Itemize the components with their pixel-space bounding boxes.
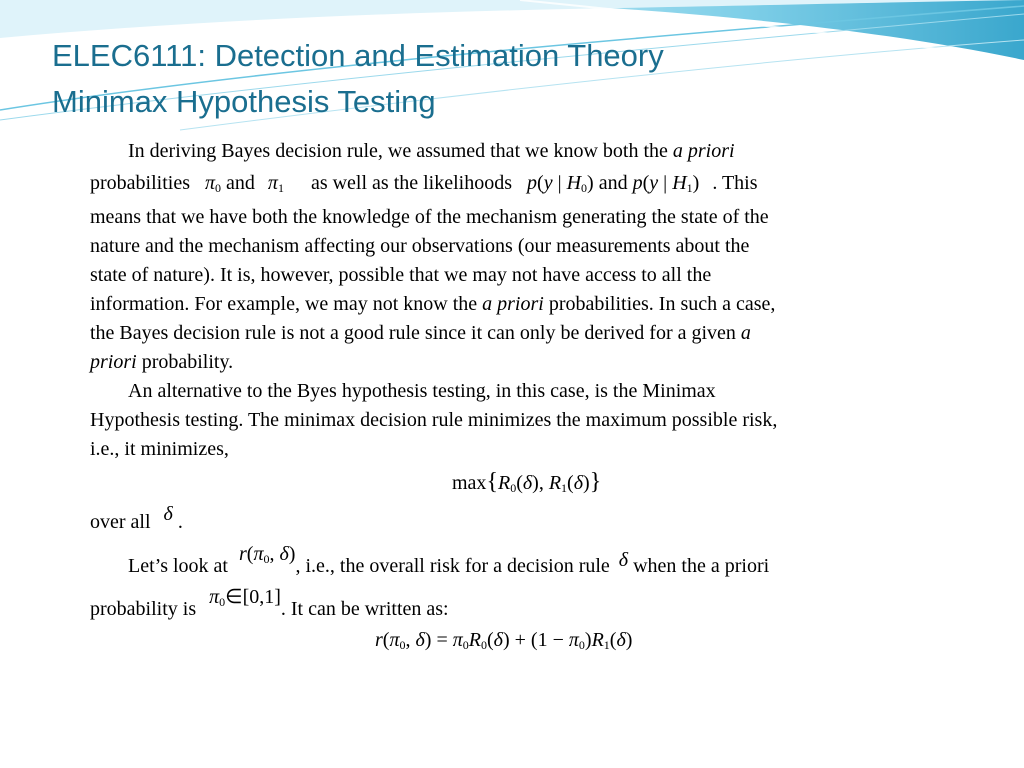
p1-line-4: nature and the mechanism affecting our observations (our measurements about the	[90, 235, 750, 257]
text-and: and	[226, 172, 255, 194]
text: probabilities. In such a case,	[543, 293, 776, 315]
max-operator: max	[452, 472, 487, 494]
lets-look-line	[128, 543, 770, 577]
text: the Bayes decision rule is not a good rule since it can only be derived for a given	[90, 322, 741, 344]
likelihood-h0: p(y | $H_0$)	[527, 172, 594, 195]
p2-line-3: i.e., it minimizes,	[90, 438, 229, 460]
emphasis-a-priori: a priori	[482, 293, 544, 315]
expr-pi0-in-interval: $\pi_0\in[0,1]$	[209, 586, 281, 609]
symbol-delta: δ	[163, 503, 173, 525]
p1-line-3: means that we have both the knowledge of the mechanism generating the state of the	[90, 206, 769, 228]
slide-title-course: ELEC6111: Detection and Estimation Theory	[52, 38, 664, 73]
text: .	[177, 511, 183, 533]
p2-line-1: An alternative to the Byes hypothesis testing, in this case, is the Minimax	[128, 380, 716, 402]
text: as well as the likelihoods	[310, 172, 513, 194]
text: information. For example, we may not know the	[90, 293, 483, 315]
text: when the a priori	[633, 555, 770, 577]
text: . It can be written as:	[280, 598, 449, 620]
text: In deriving Bayes decision rule, we assumed that we know both the	[128, 140, 673, 162]
left-brace: {	[486, 469, 498, 495]
p1-line-1	[128, 141, 735, 161]
slide-title-topic: Minimax Hypothesis Testing	[52, 84, 436, 119]
p1-line-6	[90, 294, 775, 314]
probability-line	[90, 586, 449, 620]
text: probabilities	[90, 172, 190, 194]
text: probability.	[136, 351, 234, 373]
p1-line-7	[90, 323, 751, 343]
symbol-pi1: $\pi_1$	[267, 172, 284, 195]
text: , i.e., the overall risk for a decision rule	[295, 555, 610, 577]
text: Let’s look at	[128, 555, 228, 577]
text: over all	[90, 511, 151, 533]
emphasis-priori: priori	[90, 351, 137, 373]
p1-line-5: state of nature). It is, however, possible that we may not have access to all the	[90, 264, 712, 286]
text-and: and	[598, 172, 628, 194]
emphasis-a: a	[740, 322, 751, 344]
p1-line-8	[90, 352, 233, 372]
equation-max-risk: $\max\{R_0(\delta)$, $R_1(\delta)$}	[452, 469, 602, 495]
right-brace: }	[589, 469, 602, 495]
p2-line-2: Hypothesis testing. The minimax decision rule minimizes the maximum possible risk,	[90, 409, 778, 431]
equation-overall-risk: $r(\pi_0$, $\delta) = \pi_0R_0(\delta) + (1 - \pi_0)R_1(\delta)$	[375, 629, 633, 652]
symbol-pi0: $\pi_0$	[204, 172, 222, 195]
likelihood-h1: p(y | $H_1$)	[632, 172, 700, 195]
text: probability is	[90, 598, 197, 620]
text: . This	[712, 172, 758, 194]
symbol-delta: δ	[618, 549, 629, 571]
over-all-line	[90, 503, 183, 533]
p1-line-2	[90, 173, 758, 194]
emphasis-a-priori: a priori	[672, 140, 735, 162]
expr-r-pi0-delta: $r(\pi_0$, δ)	[238, 543, 296, 566]
